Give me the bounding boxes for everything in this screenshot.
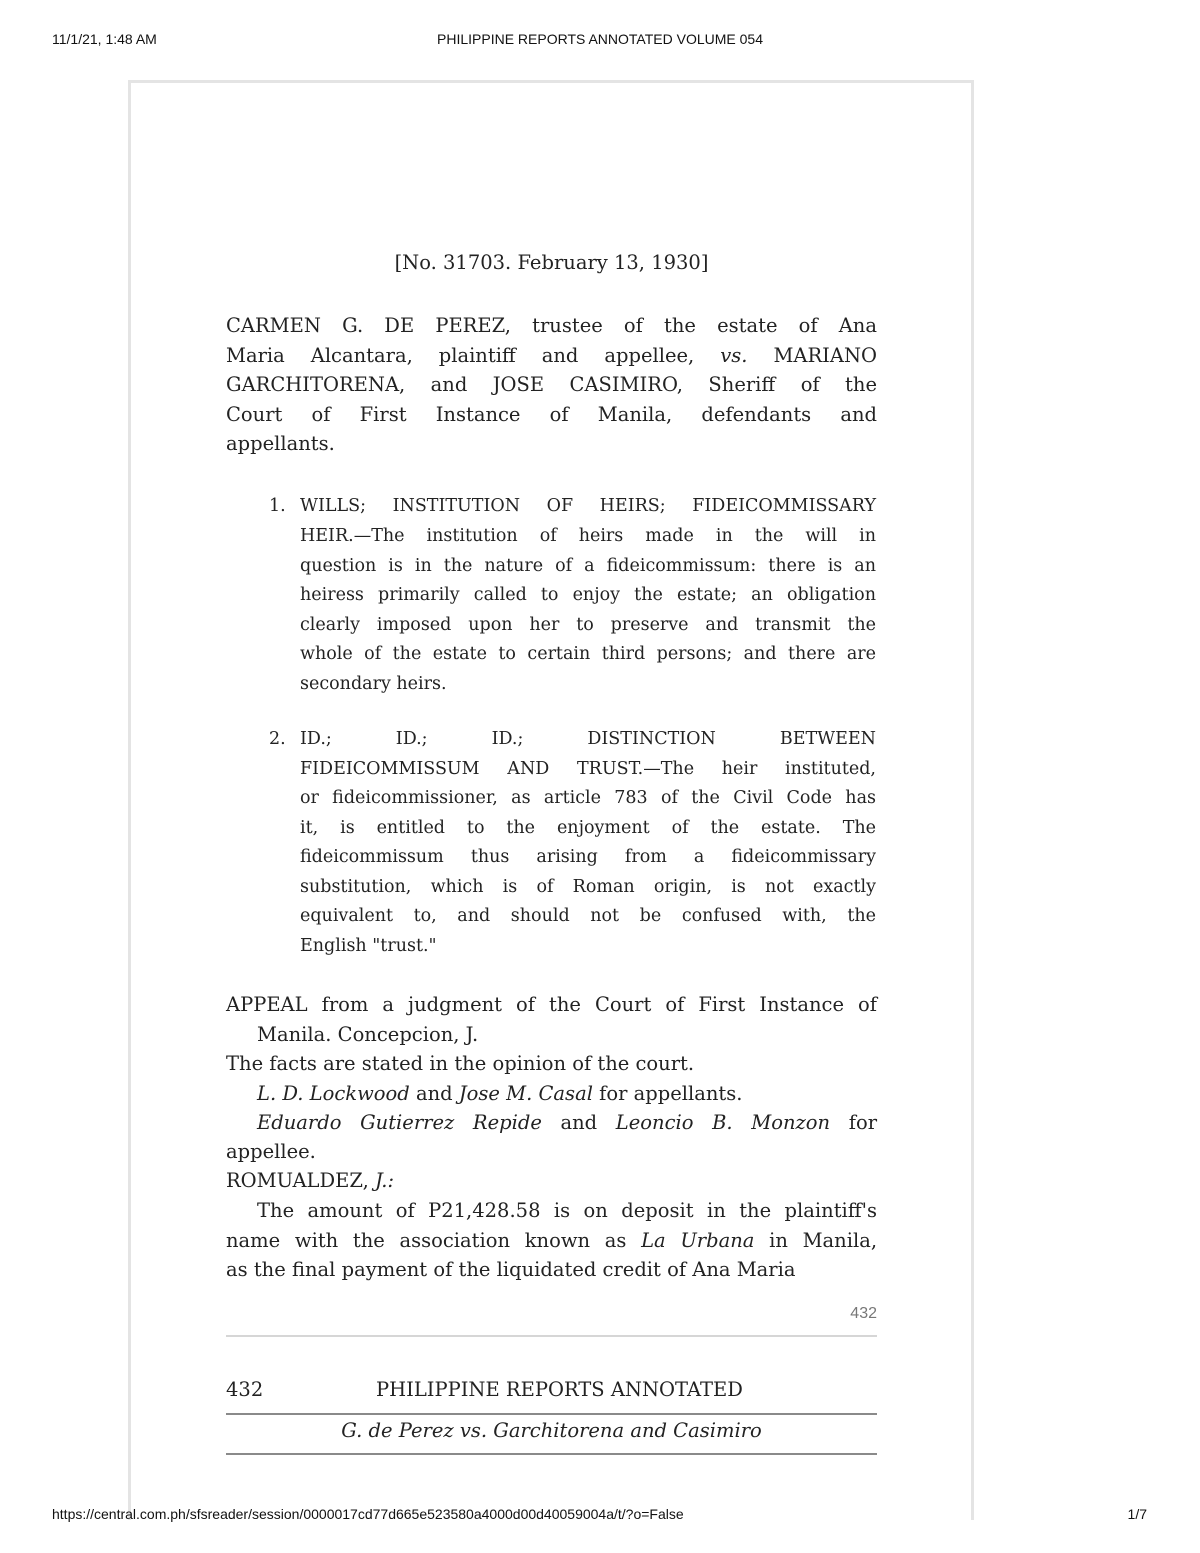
case-number-date: [No. 31703. February 13, 1930] (394, 251, 709, 274)
syllabus-number: 2. (269, 729, 286, 749)
parties-text: MARIANO (773, 344, 878, 367)
syllabus-number: 1. (269, 496, 286, 516)
syllabus-line: secondary heirs. (300, 674, 447, 694)
syllabus-line: or fideicommissioner, as article 783 of the Civil Code has (300, 788, 876, 808)
counsel-name: Eduardo Gutierrez Repide (257, 1111, 542, 1134)
association-name: La Urbana (641, 1229, 755, 1252)
syllabus-line: whole of the estate to certain third persons; and there are (300, 644, 876, 664)
parties-text: Maria Alcantara, plaintiff and appellee, (226, 344, 695, 367)
running-head-page: 432 (226, 1378, 264, 1401)
page-number: 432 (850, 1305, 877, 1322)
syllabus-line: equivalent to, and should not be confused with, the (300, 906, 876, 926)
print-page-count: 1/7 (1127, 1506, 1147, 1522)
page-divider (226, 1335, 877, 1337)
syllabus-line: English "trust." (300, 936, 437, 956)
running-head-title: PHILIPPINE REPORTS ANNOTATED (376, 1378, 743, 1401)
syllabus-line: question is in the nature of a fideicommissum: there is an (300, 556, 876, 576)
print-footer-url: https://central.com.ph/sfsreader/session/0000017cd77d665e523580a4000d00d40059004a/t/?o=False (52, 1506, 684, 1522)
parties-line (226, 341, 877, 371)
counsel-appellee-cont: appellee. (226, 1140, 316, 1163)
running-head-caption: G. de Perez vs. Garchitorena and Casimiro (341, 1419, 762, 1442)
syllabus-line: 2. ID.; ID.; ID.; DISTINCTION BETWEEN (300, 725, 876, 755)
syllabus-line: heiress primarily called to enjoy the estate; an obligation (300, 585, 876, 605)
ponente: ROMUALDEZ, J.: (226, 1169, 395, 1192)
counsel-name: L. D. Lockwood (257, 1082, 410, 1105)
syllabus-line: FIDEICOMMISSUM AND TRUST.—The heir instituted, (300, 759, 876, 779)
syllabus-line: fideicommissum thus arising from a fideicommissary (300, 847, 876, 867)
counsel-name: Jose M. Casal (458, 1082, 593, 1105)
appeal-line: Manila. Concepcion, J. (257, 1023, 479, 1046)
counsel-appellee: Eduardo Gutierrez Repide and Leoncio B. Monzon for (257, 1111, 878, 1134)
opinion-line: The amount of P21,428.58 is on deposit in the plaintiff's (257, 1199, 877, 1222)
counsel-name: Leoncio B. Monzon (615, 1111, 831, 1134)
facts-statement: The facts are stated in the opinion of the court. (226, 1052, 695, 1075)
syllabus-line: HEIR.—The institution of heirs made in the will in (300, 526, 876, 546)
parties-line: appellants. (226, 432, 335, 455)
running-head-rule (226, 1413, 877, 1415)
counsel-appellants: L. D. Lockwood and Jose M. Casal for appellants. (257, 1082, 743, 1105)
opinion-line: as the final payment of the liquidated credit of Ana Maria (226, 1258, 796, 1281)
print-header-title: PHILIPPINE REPORTS ANNOTATED VOLUME 054 (437, 31, 763, 47)
syllabus-line: substitution, which is of Roman origin, is not exactly (300, 877, 876, 897)
syllabus-line: 1. WILLS; INSTITUTION OF HEIRS; FIDEICOMMISSARY (300, 492, 876, 522)
syllabus-line: clearly imposed upon her to preserve and transmit the (300, 615, 876, 635)
parties-line: Court of First Instance of Manila, defendants and (226, 403, 877, 426)
opinion-line: name with the association known as La Urbana in Manila, (226, 1229, 878, 1252)
parties-line: GARCHITORENA, and JOSE CASIMIRO, Sheriff of the (226, 373, 877, 396)
appeal-line: APPEAL from a judgment of the Court of First Instance of (226, 993, 877, 1016)
parties-line: CARMEN G. DE PEREZ, trustee of the estate of Ana (226, 314, 877, 337)
running-head-rule (226, 1453, 877, 1455)
syllabus-line: it, is entitled to the enjoyment of the estate. The (300, 818, 876, 838)
print-timestamp: 11/1/21, 1:48 AM (52, 31, 157, 47)
versus-text: vs. (720, 344, 748, 367)
